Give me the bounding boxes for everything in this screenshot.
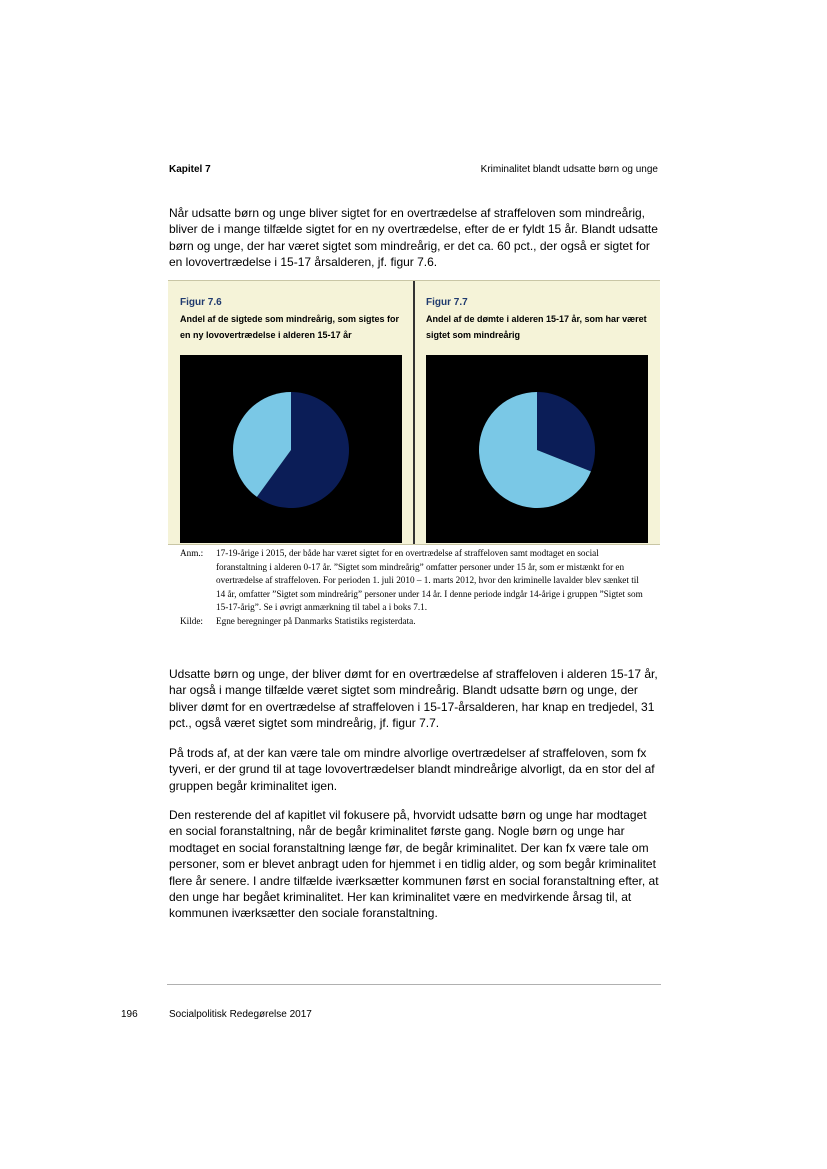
paragraph-4: Den resterende del af kapitlet vil fokusere på, hvorvidt udsatte børn og unge har modtaget en social foranstaltning, når de begår kriminalitet første gang. Nogle børn og unge har modtaget en social foranstaltning længe før, de begår kriminalitet. Der kan fx være tale om personer, som er blevet anbragt uden for hjemmet i en tidlig alder, og som begår kriminalitet flere år senere. I andre tilfælde iværksætter kommunen først en social foranstaltning efter, at den unge har begået kriminalitet. Her kan kriminalitet være en medvirkende årsag til, at kommunen iværksætter den sociale foranstaltning. <box>169 808 659 921</box>
note-anm <box>180 547 650 615</box>
figure-divider <box>413 281 415 544</box>
figure-7-7-chart <box>426 355 648 543</box>
pie-chart-7-7 <box>426 355 648 543</box>
figure-7-6-label: Figur 7.6 <box>180 297 222 308</box>
section-title: Kriminalitet blandt udsatte børn og unge <box>480 164 658 175</box>
intro-paragraph: Når udsatte børn og unge bliver sigtet for en overtrædelse af straffeloven som mindreårig, bliver de i mange tilfælde sigtet for en ny overtrædelse, efter de er fyldt 15 år. Blandt udsatte børn og unge, der har været sigtet som mindreårig, er det ca. 60 pct., der også er sigtet for en lovovertrædelse i 15-17 årsalderen, jf. figur 7.6. <box>169 206 658 270</box>
figure-7-7-label: Figur 7.7 <box>426 297 468 308</box>
note-anm-key: Anm.: <box>180 548 204 558</box>
paragraph-2: Udsatte børn og unge, der bliver dømt for en overtrædelse af straffeloven i alderen 15-17 år, har også i mange tilfælde været sigtet som mindreårig. Blandt udsatte børn og unge, der bliver dømt for en overtrædelse af straffeloven i 15-17-årsalderen, har knap en tredjedel, 31 pct., også været sigtet som mindreårig, jf. figur 7.7. <box>169 667 658 731</box>
figure-7-6-title: Andel af de sigtede som mindreårig, som sigtes for en ny lovovertrædelse i alderen 15-17 år <box>180 314 400 340</box>
chapter-label: Kapitel 7 <box>169 164 211 175</box>
paragraph-3: På trods af, at der kan være tale om mindre alvorlige overtrædelser af straffeloven, som fx tyveri, er der grund til at tage lovovertrædelser blandt mindreårige alvorligt, da en stor del af gruppen begår kriminalitet igen. <box>169 746 655 793</box>
pie-chart-7-6 <box>180 355 402 543</box>
note-anm-text: 17-19-årige i 2015, der både har været sigtet for en overtrædelse af straffeloven samt modtaget en social foranstaltning i alderen 0-17 år. ”Sigtet som mindreårig” omfatter personer under 15 år, som er mistænkt for en overtrædelse af straffeloven. For perioden 1. juli 2010 – 1. marts 2012, hvor den kriminelle lavalder blev sænket til 14 år, omfatter ”Sigtet som mindreårig” personer under 14 år. I denne periode indgår 14-årige i gruppen ”Sigtet som 15-17-årig”. Se i øvrigt anmærkning til tabel a i boks 7.1. <box>216 548 643 613</box>
figure-notes <box>180 547 650 629</box>
figure-7-6-chart <box>180 355 402 543</box>
publication-title: Socialpolitisk Redegørelse 2017 <box>169 1009 312 1020</box>
page-number: 196 <box>121 1009 138 1020</box>
note-kilde-key: Kilde: <box>180 615 203 626</box>
note-kilde-text: Egne beregninger på Danmarks Statistiks registerdata. <box>216 615 416 626</box>
footer-divider <box>167 984 661 985</box>
figure-box <box>168 280 660 545</box>
note-kilde <box>180 615 650 629</box>
figure-7-7-title: Andel af de dømte i alderen 15-17 år, som har været sigtet som mindreårig <box>426 314 647 340</box>
